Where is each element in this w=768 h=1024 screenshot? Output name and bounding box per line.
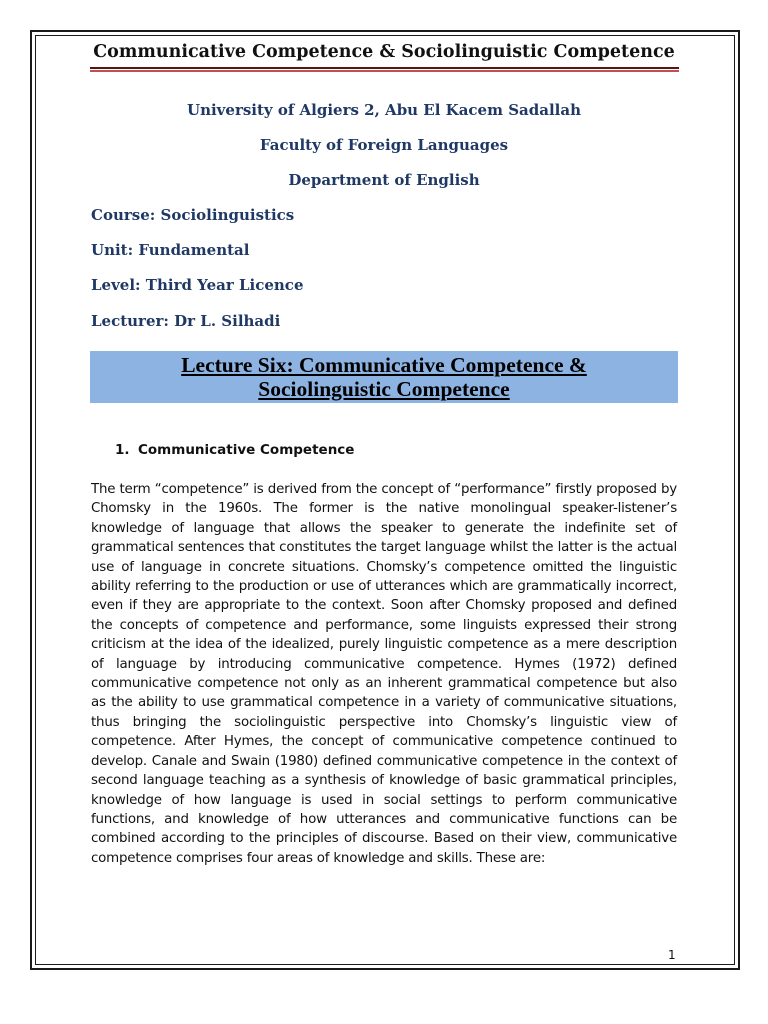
university-name: University of Algiers 2, Abu El Kacem Sadallah [187, 101, 581, 119]
lecture-title-line2: Sociolinguistic Competence [258, 377, 510, 401]
section-number: 1. [115, 442, 130, 458]
department-name: Department of English [288, 171, 480, 189]
lecturer-line: Lecturer: Dr L. Silhadi [91, 312, 281, 330]
lecture-title-line1: Lecture Six: Communicative Competence & [181, 353, 587, 377]
section-heading [115, 442, 354, 458]
running-header-title: Communicative Competence & Sociolinguistic Competence [93, 42, 675, 62]
course-line: Course: Sociolinguistics [91, 206, 295, 224]
section-heading-text: Communicative Competence [138, 442, 355, 458]
header-rule [90, 67, 679, 69]
header-rule-accent [90, 70, 679, 72]
lecture-title-banner [90, 351, 678, 403]
unit-line: Unit: Fundamental [91, 241, 250, 259]
body-paragraph: The term “competence” is derived from the concept of “performance” firstly proposed by Chomsky in the 1960s. The former is the native monolingual speaker-listener’s knowledge of language that allows the speaker to generate the indefinite set of grammatical sentences that constitutes the target language whilst the latter is the actual use of language in concrete situations. Chomsky’s competence omitted the linguistic ability referring to the production or use of utterances which are grammatically incorrect, even if they are appropriate to the context. Soon after Chomsky proposed and defined the concepts of competence and performance, some linguists expressed their strong criticism at the idea of the idealized, purely linguistic competence as a mere description of language by introducing communicative competence. Hymes (1972) defined communicative competence not only as an inherent grammatical competence but also as the ability to use grammatical competence in a variety of communicative situations, thus bringing the sociolinguistic perspective into Chomsky’s linguistic view of competence. After Hymes, the concept of communicative competence continued to develop. Canale and Swain (1980) defined communicative competence in the context of second language teaching as a synthesis of knowledge of basic grammatical principles, knowledge of how language is used in social settings to perform communicative functions, and knowledge of how utterances and communicative functions can be combined according to the principles of discourse. Based on their view, communicative competence comprises four areas of knowledge and skills. These are: [91, 482, 677, 866]
page-number: 1 [668, 948, 676, 962]
faculty-name: Faculty of Foreign Languages [259, 136, 509, 154]
level-line: Level: Third Year Licence [91, 276, 304, 294]
